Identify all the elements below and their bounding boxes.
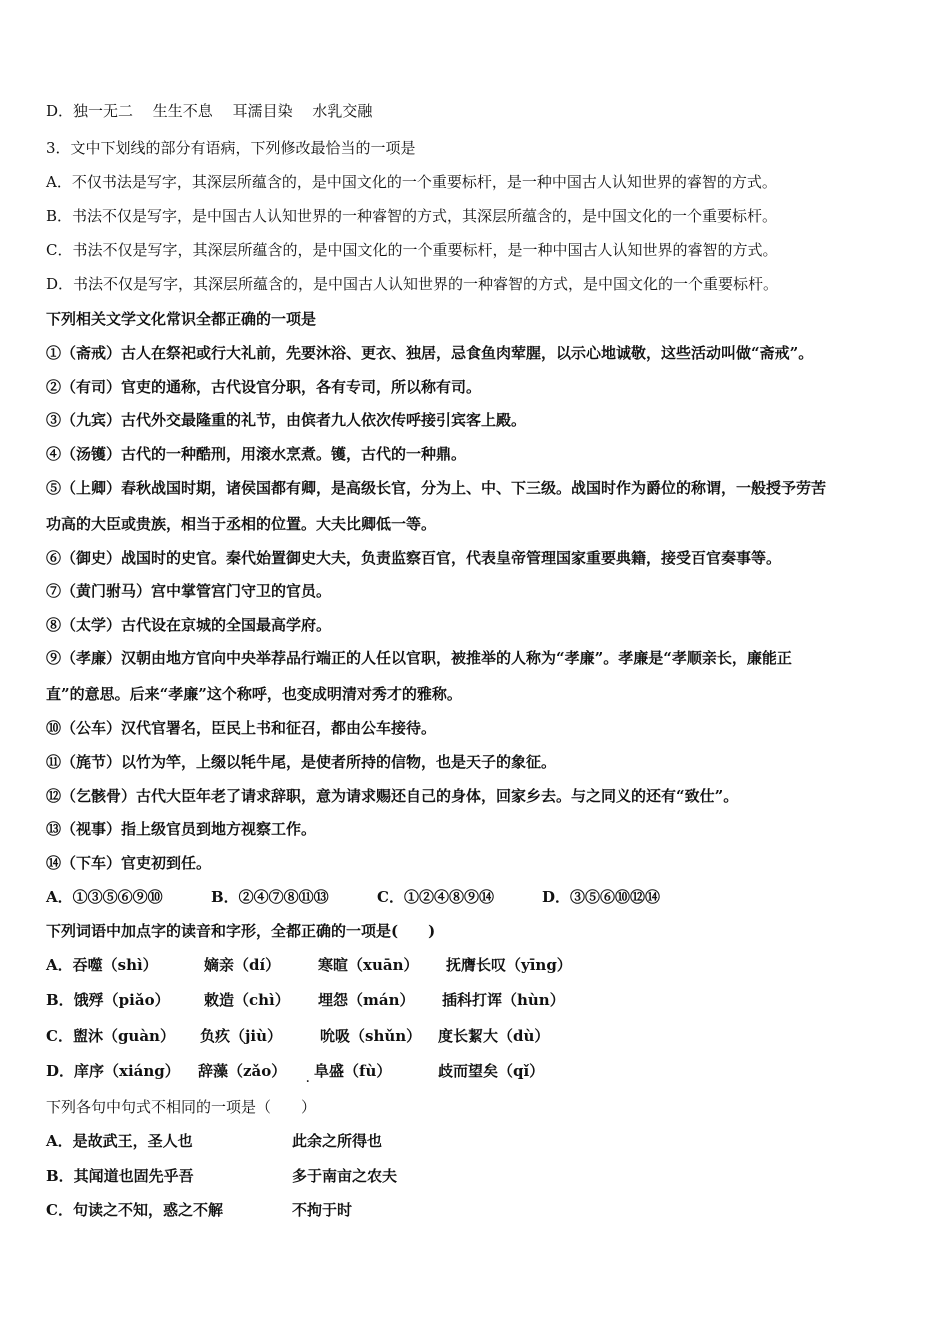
list-item: ⑦（黄门驸马）宫中掌管宫门守卫的官员。 bbox=[46, 582, 332, 600]
option-word: 嫡亲（dí） bbox=[204, 956, 281, 974]
option-word: 寒暄（xuān） bbox=[318, 956, 419, 974]
stem-part: 全都正确的一项是 bbox=[196, 310, 317, 328]
list-item: ⑨（孝廉）汉朝由地方官向中央举荐品行端正的人任以官职，被推举的人称为“孝廉”。孝廉是“孝顺亲长，廉能正 bbox=[46, 649, 792, 667]
option-row bbox=[46, 1199, 352, 1221]
option-sentence: 此余之所得也 bbox=[292, 1132, 383, 1150]
list-item: ⑪（旄节）以竹为竿，上缀以牦牛尾，是使者所持的信物，也是天子的象征。 bbox=[46, 753, 557, 771]
list-item: ①（斋戒）古人在祭祀或行大礼前，先要沐浴、更衣、独居，忌食鱼肉荤腥，以示心地诚敬，这些活动叫做“斋戒”。 bbox=[46, 344, 814, 362]
option-word: D．庠序（xiáng） bbox=[46, 1062, 180, 1080]
option-line: D．独一无二 生生不息 耳濡目染 水乳交融 bbox=[46, 102, 373, 120]
option-word: B．饿殍（piǎo） bbox=[46, 991, 170, 1009]
option-sentence: B．其闻道也固先乎吾 bbox=[46, 1167, 194, 1185]
option-row bbox=[46, 954, 572, 976]
option-sentence: C．句读之不知，惑之不解 bbox=[46, 1201, 223, 1219]
option-word: A．吞噬（shì） bbox=[46, 956, 158, 974]
option-c: C．①②④⑧⑨⑭ bbox=[377, 888, 494, 906]
list-item: ③（九宾）古代外交最隆重的礼节，由傧者九人依次传呼接引宾客上殿。 bbox=[46, 411, 527, 429]
option-word: 抚膺长叹（yīng） bbox=[446, 956, 572, 974]
option-sentence: A．是故武王，圣人也 bbox=[46, 1132, 193, 1150]
option-row bbox=[46, 1025, 549, 1047]
option-row bbox=[46, 1165, 397, 1187]
list-item: ②（有司）官吏的通称，古代设官分职，各有专司，所以称有司。 bbox=[46, 378, 482, 396]
option-line: A．不仅书法是写字，其深层所蕴含的，是中国文化的一个重要标杆，是一种中国古人认知世界的睿智的方式。 bbox=[46, 173, 777, 191]
list-item: ⑫（乞骸骨）古代大臣年老了请求辞职，意为请求赐还自己的身体，回家乡去。与之同义的还有“致仕”。 bbox=[46, 787, 739, 805]
list-item: ⑤（上卿）春秋战国时期，诸侯国都有卿，是高级长官，分为上、中、下三级。战国时作为爵位的称谓，一般授予劳苦 bbox=[46, 479, 827, 497]
option-d: D．③⑤⑥⑩⑫⑭ bbox=[542, 888, 661, 906]
emphasis-dot: . bbox=[306, 1074, 310, 1085]
list-item: ⑭（下车）官吏初到任。 bbox=[46, 854, 212, 872]
answer-options bbox=[46, 886, 660, 908]
option-row bbox=[46, 1130, 382, 1152]
option-word: 度长絜大（dù） bbox=[438, 1027, 550, 1045]
question-stem: 下列各句中句式不相同的一项是（ ） bbox=[46, 1098, 317, 1116]
option-sentence: 不拘于时 bbox=[292, 1201, 353, 1219]
option-word: 辞藻（zǎo） bbox=[198, 1062, 287, 1080]
list-item: 功高的大臣或贵族，相当于丞相的位置。大夫比卿低一等。 bbox=[46, 515, 437, 533]
stem-part: 下列相关文学文化常识 bbox=[46, 310, 197, 328]
option-word: 插科打诨（hùn） bbox=[442, 991, 565, 1009]
option-word: 负疚（jiù） bbox=[200, 1027, 283, 1045]
option-word: 歧而望矣（qǐ） bbox=[438, 1062, 545, 1080]
question-stem: 3．文中下划线的部分有语病，下列修改最恰当的一项是 bbox=[46, 139, 416, 157]
option-sentence: 多于南亩之农夫 bbox=[292, 1167, 398, 1185]
option-word: 埋怨（mán） bbox=[318, 991, 415, 1009]
list-item: ⑧（太学）古代设在京城的全国最高学府。 bbox=[46, 616, 332, 634]
option-word: C．盥沐（guàn） bbox=[46, 1027, 175, 1045]
question-stem bbox=[46, 308, 316, 330]
option-a: A．①③⑤⑥⑨⑩ bbox=[46, 888, 163, 906]
option-line: C．书法不仅是写字，其深层所蕴含的，是中国文化的一个重要标杆，是一种中国古人认知世界的睿智的方式。 bbox=[46, 241, 778, 259]
option-word: 敕造（chì） bbox=[204, 991, 290, 1009]
option-line: B．书法不仅是写字，是中国古人认知世界的一种睿智的方式，其深层所蕴含的，是中国文化的一个重要标杆。 bbox=[46, 207, 778, 225]
list-item: ⑬（视事）指上级官员到地方视察工作。 bbox=[46, 820, 317, 838]
option-row bbox=[46, 989, 565, 1011]
option-b: B．②④⑦⑧⑪⑬ bbox=[211, 888, 329, 906]
option-row bbox=[46, 1060, 544, 1082]
option-line: D．书法不仅是写字，其深层所蕴含的，是中国古人认知世界的一种睿智的方式，是中国文化的一个重要标杆。 bbox=[46, 275, 779, 293]
option-word: 阜盛（fù） bbox=[314, 1062, 392, 1080]
list-item: 直”的意思。后来“孝廉”这个称呼，也变成明清对秀才的雅称。 bbox=[46, 685, 462, 703]
list-item: ④（汤镬）古代的一种酷刑，用滚水烹煮。镬，古代的一种鼎。 bbox=[46, 445, 467, 463]
option-word: 吮吸（shǔn） bbox=[320, 1027, 422, 1045]
list-item: ⑩（公车）汉代官署名，臣民上书和征召，都由公车接待。 bbox=[46, 719, 437, 737]
list-item: ⑥（御史）战国时的史官。秦代始置御史大夫，负责监察百官，代表皇帝管理国家重要典籍，接受百官奏事等。 bbox=[46, 549, 782, 567]
question-stem: 下列词语中加点字的读音和字形，全都正确的一项是( ) bbox=[46, 922, 436, 940]
